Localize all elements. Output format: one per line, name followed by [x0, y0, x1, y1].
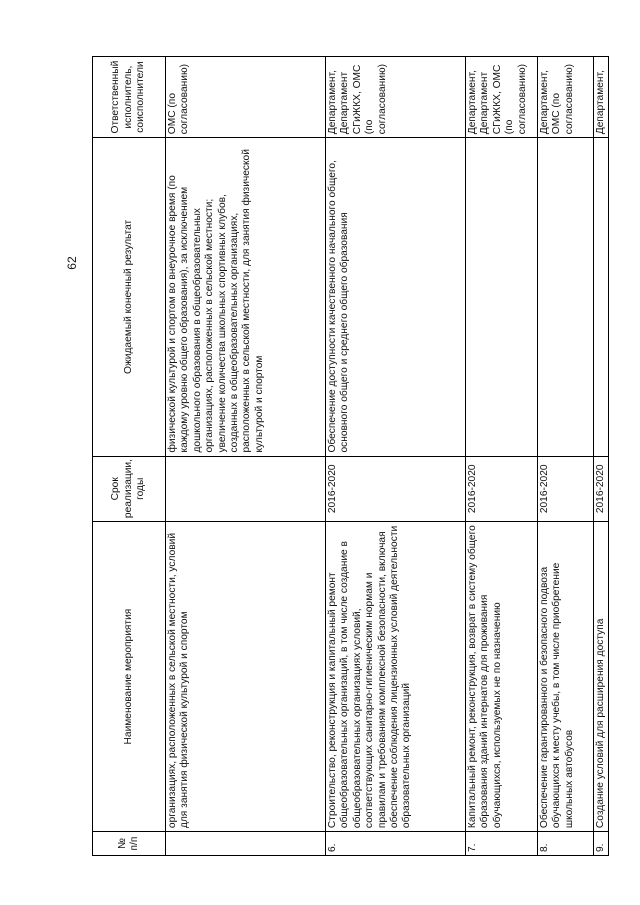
- header-num: № п/п: [93, 832, 166, 856]
- row-result: [466, 138, 538, 456]
- row-responsible: Департамент,: [594, 57, 609, 138]
- row-name: Создание условий для расширения доступа: [594, 522, 609, 832]
- row-term: 2016-2020: [326, 456, 466, 522]
- row-name: Обеспечение гарантированного и безопасного подвоза обучающихся к месту учебы, в том числе приобретение школьных автобусов: [538, 522, 594, 832]
- page-number: 62: [65, 256, 79, 270]
- row-name: Строительство, реконструкция и капитальный ремонт общеобразовательных организаций, в том числе создание в общеобразовательных организациях условий, соответствующих санитарно-гигиеническим нормам и правилам и требованиям комплексной безопасности, включая обеспечение соблюдения лицензионных условий деятельности образовательных организаций: [326, 522, 466, 832]
- header-responsible: Ответственный исполнитель, соисполнители: [93, 57, 166, 138]
- table-row: [166, 57, 326, 856]
- table-row: [538, 57, 594, 856]
- row-name: организациях, расположенных в сельской местности, условий для занятия физической культурой и спортом: [166, 522, 326, 832]
- measures-table: [92, 56, 609, 856]
- row-responsible: ОМС (по согласованию): [166, 57, 326, 138]
- row-responsible: Департамент, Департамент СГиЖКХ, ОМС (по согласованию): [466, 57, 538, 138]
- row-num: 8.: [538, 832, 594, 856]
- rotated-page-content: [92, 56, 608, 856]
- row-term: 2016-2020: [538, 456, 594, 522]
- row-term: 2016-2020: [466, 456, 538, 522]
- header-result: Ожидаемый конечный результат: [93, 138, 166, 456]
- table-row: [326, 57, 466, 856]
- table-header-row: [93, 57, 166, 856]
- row-num: [166, 832, 326, 856]
- row-num: 6.: [326, 832, 466, 856]
- table-row: [466, 57, 538, 856]
- row-responsible: Департамент, Департамент СГиЖКХ, ОМС (по согласованию): [326, 57, 466, 138]
- row-result: [594, 138, 609, 456]
- table-row: [594, 57, 609, 856]
- row-term: [166, 456, 326, 522]
- row-result: [538, 138, 594, 456]
- header-name: Наименование мероприятия: [93, 522, 166, 832]
- header-term: Срок реализации, годы: [93, 456, 166, 522]
- row-name: Капитальный ремонт, реконструкция, возврат в систему общего образования зданий интернатов для проживания обучающихся, используемых не по назначению: [466, 522, 538, 832]
- row-num: 9.: [594, 832, 609, 856]
- row-result: Обеспечение доступности качественного начального общего, основного общего и среднего общего образования: [326, 138, 466, 456]
- row-result: физической культурой и спортом во внеурочное время (по каждому уровню общего образования), за исключением дошкольного образования в общеобразовательных организациях, расположенных в сельской местности; увеличение количества школьных спортивных клубов, созданных в общеобразовательных организациях, расположенных в сельской местности, для занятия физической культурой и спортом: [166, 138, 326, 456]
- row-num: 7.: [466, 832, 538, 856]
- row-term: 2016-2020: [594, 456, 609, 522]
- row-responsible: Департамент, ОМС (по согласованию): [538, 57, 594, 138]
